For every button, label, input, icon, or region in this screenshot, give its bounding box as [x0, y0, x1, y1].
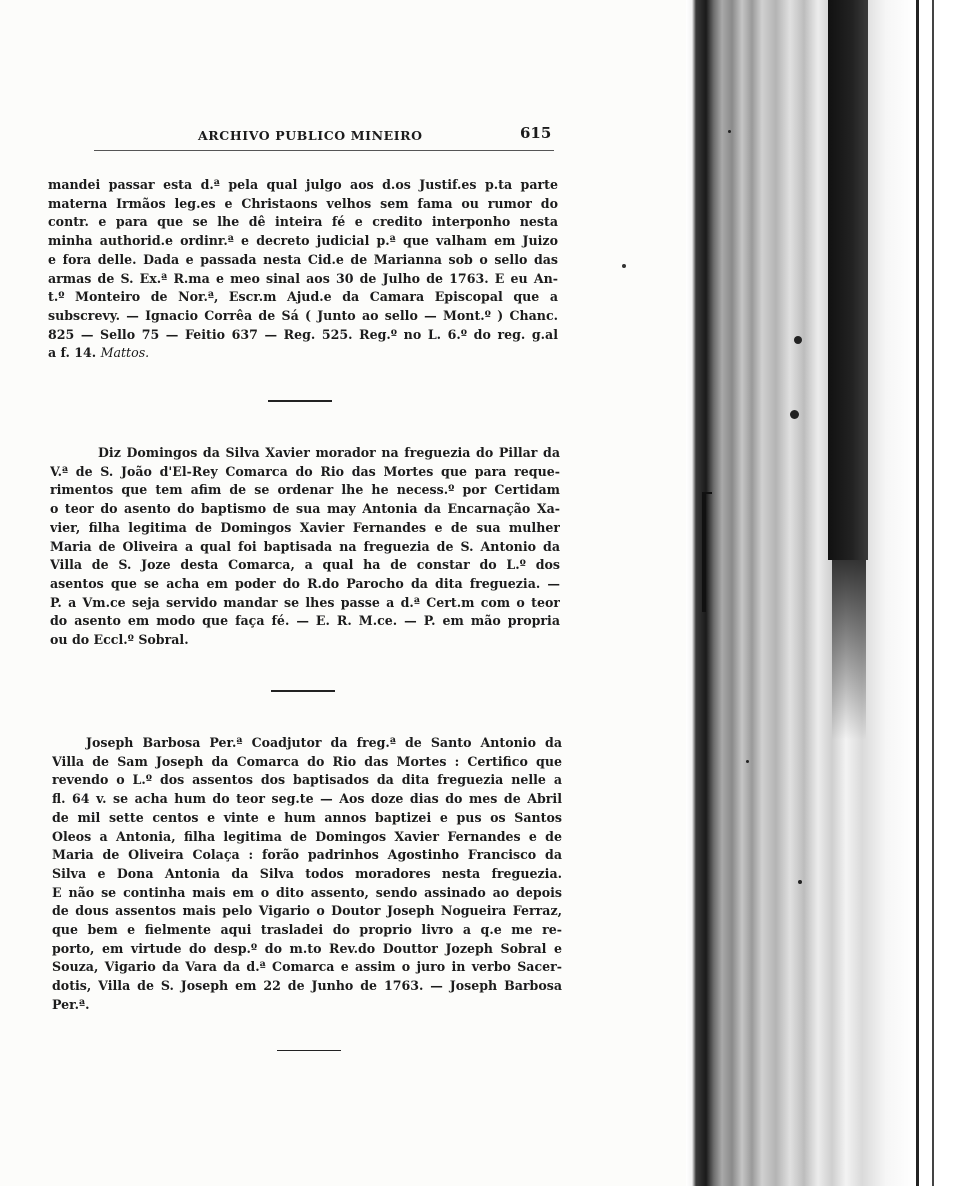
- section-divider: [268, 400, 332, 402]
- text-line: armas de S. Ex.ª R.ma e meo sinal aos 30 de Julho de 1763. E eu An-: [48, 270, 558, 286]
- text-line: t.º Monteiro de Nor.ª, Escr.m Ajud.e da Camara Episcopal que a: [48, 289, 558, 305]
- ink-speck: [746, 760, 749, 763]
- text-line: de mil sette centos e vinte e hum annos baptizei e pus os Santos: [52, 809, 562, 825]
- text-line: e fora delle. Dada e passada nesta Cid.e de Marianna sob o sello das: [48, 251, 558, 267]
- binding-shadow: [828, 0, 868, 560]
- text-line: fl. 64 v. se acha hum do teor seg.te — Aos doze dias do mes de Abril: [52, 791, 562, 807]
- text-line: minha authorid.e ordinr.ª e decreto judicial p.ª que valham em Juizo: [48, 233, 558, 249]
- text-line: Souza, Vigario da Vara da d.ª Comarca e assim o juro in verbo Sacer-: [52, 959, 562, 975]
- text-line: Diz Domingos da Silva Xavier morador na freguezia do Pillar da: [98, 445, 560, 460]
- text-line: revendo o L.º dos assentos dos baptisados da dita freguezia nelle a: [52, 772, 562, 788]
- paragraph-petition: [50, 444, 560, 650]
- text-line: P. a Vm.ce seja servido mandar se lhes passe a d.ª Cert.m com o teor: [50, 594, 560, 610]
- text-line: Villa de Sam Joseph da Comarca do Rio das Mortes : Certifico que: [52, 753, 562, 769]
- text-line: vier, filha legitima de Domingos Xavier Fernandes e de sua mulher: [50, 519, 560, 535]
- margin-bracket: [702, 492, 712, 612]
- text-line: do asento em modo que faça fé. — E. R. M.ce. — P. em mão propria: [50, 613, 560, 629]
- section-divider: [277, 1050, 341, 1051]
- text-line: que bem e fielmente aqui trasladei do proprio livro a q.e me re-: [52, 922, 562, 938]
- ink-speck: [622, 264, 626, 268]
- text-line-last: Per.ª.: [52, 996, 90, 1012]
- text-line: E não se continha mais em o dito assento, sendo assinado ao depois: [52, 884, 562, 900]
- text-line-last: [48, 344, 558, 363]
- header-rule: [94, 150, 554, 151]
- text-line: materna Irmãos leg.es e Christaons velhos sem fama ou rumor do: [48, 195, 558, 211]
- text-line: Villa de S. Joze desta Comarca, a qual ha de constar do L.º dos: [50, 557, 560, 573]
- text-line: de dous assentos mais pelo Vigario o Doutor Joseph Nogueira Ferraz,: [52, 903, 562, 919]
- text-line: contr. e para que se lhe dê inteira fé e credito interponho nesta: [48, 214, 558, 230]
- ink-speck: [790, 410, 799, 419]
- paragraph-baptism-record: [52, 734, 562, 1015]
- signature: Mattos.: [100, 345, 150, 361]
- text-line: mandei passar esta d.ª pela qual julgo aos d.os Justif.es p.ta parte: [48, 177, 558, 192]
- text-line-last: ou do Eccl.º Sobral.: [50, 632, 189, 648]
- ink-speck: [794, 336, 802, 344]
- text-line: Silva e Dona Antonia da Silva todos moradores nesta freguezia.: [52, 865, 562, 881]
- text-line: rimentos que tem afim de se ordenar lhe he necess.º por Certidam: [50, 482, 560, 498]
- text-line: Oleos a Antonia, filha legitima de Domingos Xavier Fernandes e de: [52, 828, 562, 844]
- page-edge-line: [916, 0, 919, 1186]
- binding-shadow-fade: [832, 560, 866, 740]
- text-line: dotis, Villa de S. Joseph em 22 de Junho de 1763. — Joseph Barbosa: [52, 978, 562, 994]
- page-edge-line: [932, 0, 934, 1186]
- text-fragment: a f. 14.: [48, 345, 97, 361]
- running-head: ARCHIVO PUBLICO MINEIRO: [198, 128, 423, 143]
- ink-speck: [728, 130, 731, 133]
- text-line: porto, em virtude do desp.º do m.to Rev.do Douttor Jozeph Sobral e: [52, 940, 562, 956]
- section-divider: [271, 690, 335, 692]
- text-line: 825 — Sello 75 — Feitio 637 — Reg. 525. Reg.º no L. 6.º do reg. g.al: [48, 326, 558, 342]
- text-line: o teor do asento do baptismo de sua may Antonia da Encarnação Xa-: [50, 501, 560, 517]
- text-line: asentos que se acha em poder do R.do Parocho da dita freguezia. —: [50, 575, 560, 591]
- book-binding-edge: [686, 0, 964, 1186]
- page-number: 615: [520, 124, 552, 142]
- text-line: Maria de Oliveira a qual foi baptisada na freguezia de S. Antonio da: [50, 538, 560, 554]
- text-line: Joseph Barbosa Per.ª Coadjutor da freg.ª de Santo Antonio da: [86, 735, 562, 750]
- text-line: V.ª de S. João d'El-Rey Comarca do Rio das Mortes que para reque-: [50, 463, 560, 479]
- ink-speck: [798, 880, 802, 884]
- paragraph-certificate-end: [48, 176, 558, 363]
- text-line: Maria de Oliveira Colaça : forão padrinhos Agostinho Francisco da: [52, 847, 562, 863]
- text-line: subscrevy. — Ignacio Corrêa de Sá ( Junto ao sello — Mont.º ) Chanc.: [48, 307, 558, 323]
